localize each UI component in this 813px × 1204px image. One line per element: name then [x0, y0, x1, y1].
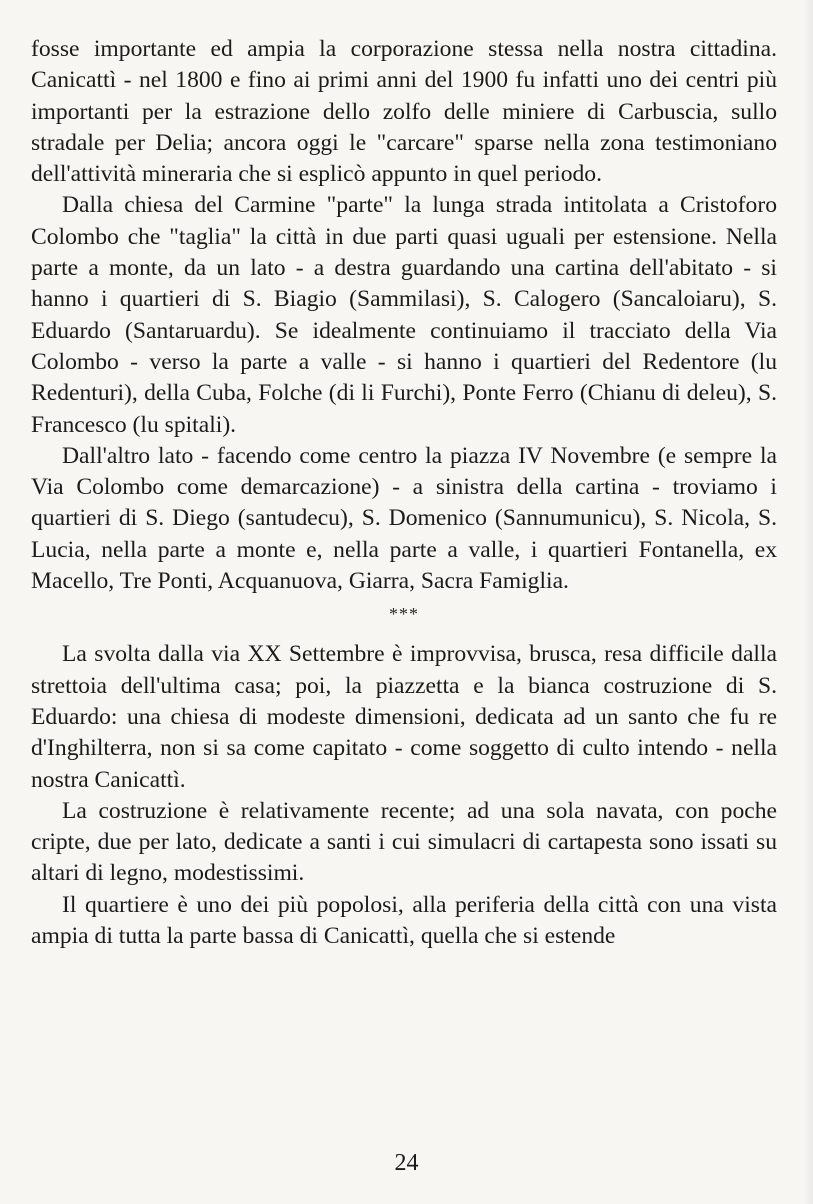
- paragraph-costruzione: La costruzione è relativamente recente; ad una sola navata, con poche cripte, due per lato, dedicate a santi i cui simulacri di cartapesta sono issati su altari di legno, modestissimi.: [31, 797, 777, 887]
- paragraph-quartiere: Il quartiere è uno dei più popolosi, alla periferia della città con una vista ampia di tutta la parte bassa di Canicattì, quella che si estende: [31, 891, 777, 950]
- section-separator: ***: [389, 604, 419, 625]
- paragraph-via-colombo: Dalla chiesa del Carmine "parte" la lunga strada intitolata a Cristoforo Colombo che "taglia" la città in due parti quasi uguali per estensione. Nella parte a monte, da un lato - a destra guardando una cartina dell'abitato - si hanno i quartieri di S. Biagio (Sammilasi), S. Calogero (Sancaloiaru), S. Eduardo (Santaruardu). Se idealmente continuiamo il tracciato della Via Colombo - verso la parte a valle - si hanno i quartieri del Redentore (lu Redenturi), della Cuba, Folche (di li Furchi), Ponte Ferro (Chianu di deleu), S. Francesco (lu spitali).: [31, 192, 777, 438]
- page-body: [31, 34, 777, 952]
- paragraph-svolta: La svolta dalla via XX Settembre è improvvisa, brusca, resa difficile dalla strettoia dell'ultima casa; poi, la piazzetta e la bianca costruzione di S. Eduardo: una chiesa di modeste dimensioni, dedicata ad un santo che fu re d'Inghilterra, non si sa come capitato - come soggetto di culto intendo - nella nostra Canicattì.: [31, 641, 777, 793]
- page-number: 24: [394, 1150, 419, 1176]
- page-edge-shadow: [803, 0, 813, 1204]
- paragraph-other-side: Dall'altro lato - facendo come centro la piazza IV Novembre (e sempre la Via Colombo come demarcazione) - a sinistra della cartina - troviamo i quartieri di S. Diego (santudecu), S. Domenico (Sannumunicu), S. Nicola, S. Lucia, nella parte a monte e, nella parte a valle, i quartieri Fontanella, ex Macello, Tre Ponti, Acquanuova, Giarra, Sacra Famiglia.: [31, 442, 777, 595]
- paragraph-continuation: fosse importante ed ampia la corporazione stessa nella nostra cittadina. Canicattì - nel 1800 e fino ai primi anni del 1900 fu infatti uno dei centri più importanti per la estrazione dello zolfo delle miniere di Carbuscia, sullo stradale per Delia; ancora oggi le "carcare" sparse nella zona testimoniano dell'attività mineraria che si esplicò appunto in quel periodo.: [31, 36, 777, 188]
